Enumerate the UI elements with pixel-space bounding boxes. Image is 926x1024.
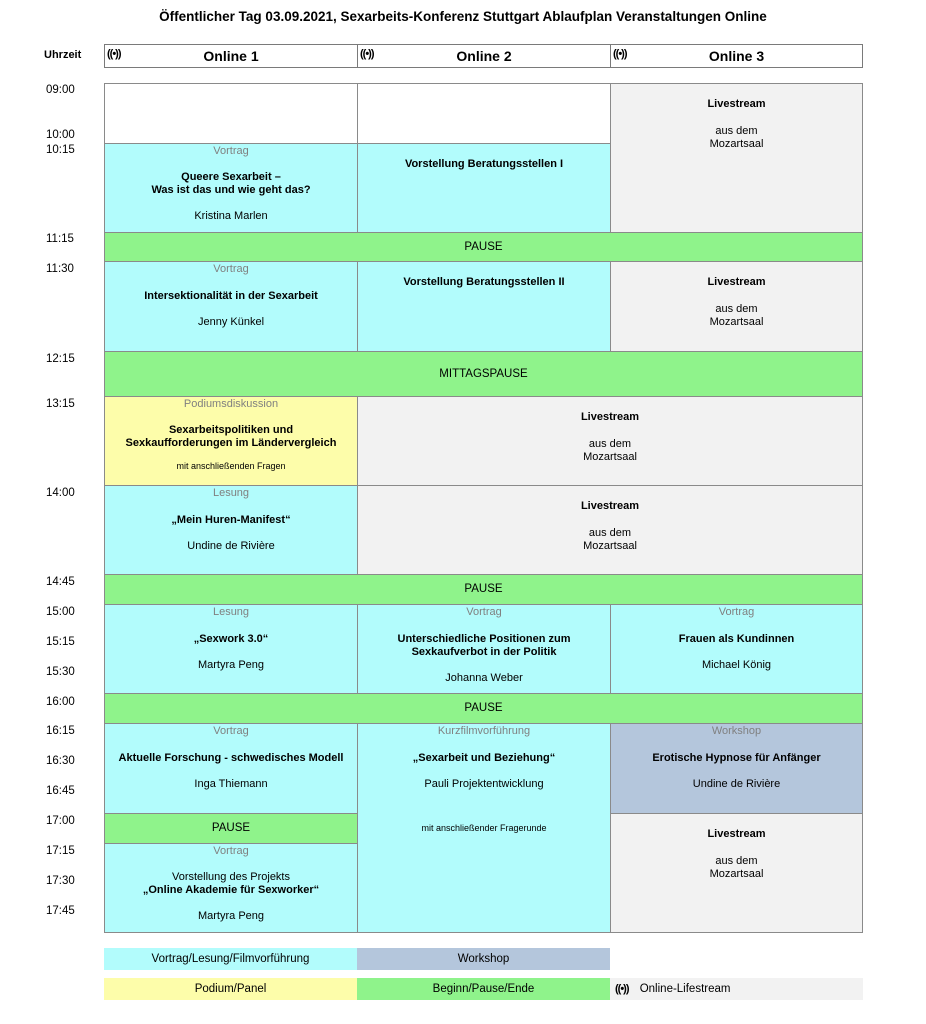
time-label: 14:45 (46, 576, 75, 588)
session-title: Livestream (580, 411, 640, 423)
time-label: 15:00 (46, 606, 75, 618)
session-title-line2: Sexkaufverbot in der Politik (411, 646, 557, 658)
session-beratungsstellen-1[interactable] (357, 143, 611, 233)
session-title: Vorstellung Beratungsstellen II (403, 276, 565, 288)
time-label: 12:15 (46, 353, 75, 365)
session-category: Vortrag (213, 145, 249, 157)
column-header-online-3 (610, 44, 863, 68)
time-label: 15:15 (46, 636, 75, 648)
session-aktuelle-forschung[interactable] (104, 723, 358, 814)
session-positionen-sexkaufverbot[interactable] (357, 604, 611, 694)
session-speaker: Undine de Rivière (187, 540, 275, 552)
live-broadcast-icon: ((•)) (360, 48, 374, 60)
session-huren-manifest[interactable] (104, 485, 358, 575)
legend-workshop: Workshop (357, 948, 610, 970)
session-category: Vortrag (213, 725, 249, 737)
session-sexwork-3[interactable] (104, 604, 358, 694)
session-title-line2: „Online Akademie für Sexworker“ (142, 884, 320, 896)
session-category: Vortrag (213, 263, 249, 275)
pause-bar: PAUSE (104, 693, 863, 724)
time-label: 09:00 (46, 84, 75, 96)
session-category: Podiumsdiskussion (183, 398, 279, 410)
pause-bar: PAUSE (104, 813, 358, 844)
empty-slot (104, 83, 358, 144)
session-line: Mozartsaal (583, 451, 637, 463)
session-speaker: Michael König (701, 659, 772, 671)
session-title-line2: Was ist das und wie geht das? (151, 184, 311, 196)
time-label: 16:15 (46, 725, 75, 737)
time-label: 16:45 (46, 785, 75, 797)
pause-bar: PAUSE (104, 574, 863, 605)
session-title: Livestream (707, 828, 766, 840)
session-title: Livestream (580, 500, 640, 512)
live-broadcast-icon: ((•)) (613, 48, 627, 60)
session-speaker: Undine de Rivière (692, 778, 781, 790)
session-line: aus dem (588, 527, 632, 539)
session-title-line2: Sexkaufforderungen im Ländervergleich (125, 437, 337, 449)
session-line: Mozartsaal (709, 316, 764, 328)
session-online-akademie[interactable] (104, 843, 358, 933)
column-header-label: Online 2 (456, 48, 512, 64)
time-label: 10:15 (46, 144, 75, 156)
time-label: 17:15 (46, 845, 75, 857)
session-title-line1: Sexarbeitspolitiken und (168, 424, 294, 436)
session-queere-sexarbeit[interactable] (104, 143, 358, 233)
session-title-line1: Unterschiedliche Positionen zum (397, 633, 571, 645)
session-title: Vorstellung Beratungsstellen I (404, 158, 564, 170)
session-livestream[interactable] (610, 261, 863, 352)
time-label: 16:00 (46, 696, 75, 708)
empty-slot (357, 83, 611, 144)
session-title: Aktuelle Forschung - schwedisches Modell (118, 752, 344, 764)
session-podiumsdiskussion[interactable] (104, 396, 358, 486)
session-livestream[interactable] (357, 485, 863, 575)
session-category: Vortrag (718, 606, 755, 618)
session-title: „Sexwork 3.0“ (193, 633, 269, 645)
time-label: 17:30 (46, 875, 75, 887)
session-category: Kurzfilmvorführung (437, 725, 531, 737)
session-speaker: Jenny Künkel (197, 316, 265, 328)
session-title: „Sexarbeit und Beziehung“ (412, 752, 556, 764)
column-header-label: Online 3 (708, 48, 765, 64)
time-label: 10:00 (46, 129, 75, 141)
session-livestream[interactable] (610, 813, 863, 933)
time-label: 15:30 (46, 666, 75, 678)
session-note: mit anschließenden Fragen (176, 461, 286, 471)
time-label: 11:30 (46, 263, 74, 275)
session-frauen-als-kundinnen[interactable] (610, 604, 863, 694)
session-line: aus dem (715, 855, 758, 867)
page-title: Öffentlicher Tag 03.09.2021, Sexarbeits-Konferenz Stuttgart Ablaufplan Veranstaltungen Online (159, 9, 767, 24)
session-speaker: Pauli Projektentwicklung (424, 778, 544, 790)
session-title: Intersektionalität in der Sexarbeit (144, 290, 318, 302)
legend-vortrag: Vortrag/Lesung/Filmvorführung (104, 948, 357, 970)
session-line: aus dem (715, 125, 758, 137)
session-title: Livestream (707, 276, 766, 288)
time-label: 11:15 (46, 233, 74, 245)
session-speaker: Martyra Peng (197, 910, 265, 922)
session-category: Lesung (212, 487, 250, 499)
time-label: 17:00 (46, 815, 75, 827)
session-title: Frauen als Kundinnen (678, 633, 795, 645)
session-line: Mozartsaal (583, 540, 637, 552)
legend-livestream (610, 978, 863, 1000)
legend-podium: Podium/Panel (104, 978, 357, 1000)
session-line: Mozartsaal (709, 868, 764, 880)
time-label: 13:15 (46, 398, 75, 410)
legend-pause: Beginn/Pause/Ende (357, 978, 610, 1000)
session-speaker: Inga Thiemann (194, 778, 268, 790)
column-header-online-2 (357, 44, 611, 68)
session-title: „Mein Huren-Manifest“ (171, 514, 291, 526)
session-category: Vortrag (466, 606, 502, 618)
time-label: 17:45 (46, 905, 75, 917)
pause-bar: PAUSE (104, 232, 863, 262)
session-speaker: Kristina Marlen (194, 210, 268, 222)
session-title-line1: Queere Sexarbeit – (181, 171, 281, 183)
session-line: Mozartsaal (709, 138, 764, 150)
session-line: aus dem (715, 303, 758, 315)
session-kurzfilm-beziehung[interactable] (357, 723, 611, 933)
session-category: Workshop (711, 725, 762, 737)
session-beratungsstellen-2[interactable] (357, 261, 611, 352)
session-title: Livestream (707, 98, 766, 110)
live-broadcast-icon: ((•)) (615, 983, 629, 995)
legend-livestream-label: Online-Lifestream (639, 983, 731, 995)
session-category: Vortrag (213, 845, 249, 857)
time-label: 16:30 (46, 755, 75, 767)
session-intersektionalitaet[interactable] (104, 261, 358, 352)
session-speaker: Martyra Peng (197, 659, 265, 671)
live-broadcast-icon: ((•)) (107, 48, 121, 60)
column-header-label: Online 1 (203, 48, 259, 64)
lunch-break-bar: MITTAGSPAUSE (104, 351, 863, 397)
session-title: Erotische Hypnose für Anfänger (652, 752, 821, 764)
time-label: 14:00 (46, 487, 75, 499)
session-livestream[interactable] (610, 83, 863, 233)
session-title-line1: Vorstellung des Projekts (171, 871, 290, 883)
session-category: Lesung (212, 606, 250, 618)
session-line: aus dem (588, 438, 632, 450)
session-note: mit anschließender Fragerunde (421, 823, 547, 833)
column-header-online-1 (104, 44, 358, 68)
session-speaker: Johanna Weber (445, 672, 523, 684)
session-erotische-hypnose[interactable] (610, 723, 863, 814)
time-column-header: Uhrzeit (44, 49, 82, 61)
session-livestream[interactable] (357, 396, 863, 486)
